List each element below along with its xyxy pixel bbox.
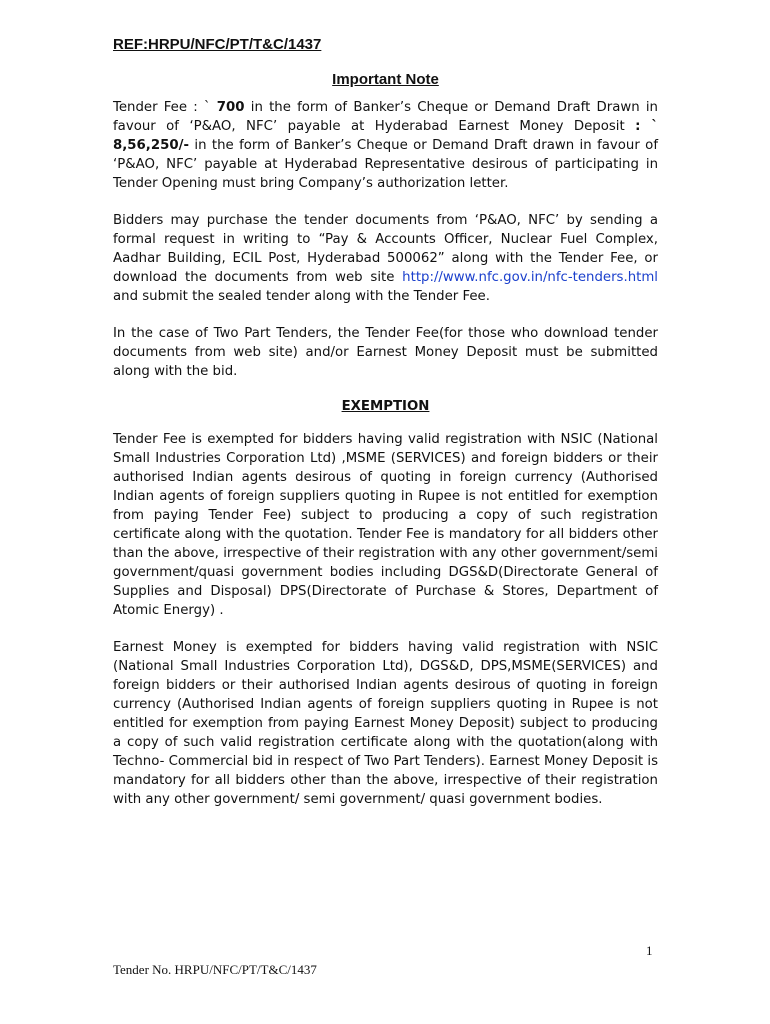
- text-segment: and submit the sealed tender along with the Tender Fee.: [113, 289, 490, 304]
- exemption-heading: EXEMPTION: [341, 399, 430, 414]
- footer-tender-number: Tender No. HRPU/NFC/PT/T&C/1437: [113, 962, 317, 977]
- reference-number: REF:HRPU/NFC/PT/T&C/1437: [113, 36, 322, 53]
- important-note-heading: Important Note: [332, 71, 439, 88]
- page-number: 1: [646, 943, 653, 958]
- tender-fee-paragraph: [113, 98, 658, 193]
- earnest-money-exemption-paragraph: Earnest Money is exempted for bidders having valid registration with NSIC (National Small Industries Corporation Ltd), DGS&D, DPS,MSME(SERVICES) and foreign bidders or their authorised Indian agents desirous of quoting in foreign currency (Authorised Indian agents of foreign suppliers quoting in Rupee is not entitled for exemption from paying Earnest Money Deposit) subject to producing a copy of such valid registration certificate along with the quotation(along with Techno- Commercial bid in respect of Two Part Tenders). Earnest Money Deposit is mandatory for all bidders other than the above, irrespective of their registration with any other government/ semi government/ quasi government bodies.: [113, 640, 658, 807]
- text-segment: in the form of Banker’s Cheque or Demand Draft drawn in favour of ‘P&AO, NFC’ payable at Hyderabad Representative desirous of participating in Tender Opening must bring Company’s authorization letter.: [113, 138, 658, 191]
- tender-fee-amount: 700: [216, 100, 245, 115]
- emd-amount: 8,56,250/-: [113, 138, 189, 153]
- emd-colon: : `: [635, 119, 658, 134]
- document-page: [113, 36, 658, 827]
- text-segment: Bidders may purchase the tender documents from ‘P&AO, NFC’ by sending a formal request in writing to “Pay & Accounts Officer, Nuclear Fuel Complex, Aadhar Building, ECIL Post, Hyderabad 500062” along with the Tender Fee, or download the documents from web site: [113, 213, 658, 285]
- purchase-documents-paragraph: [113, 211, 658, 306]
- two-part-tenders-paragraph: In the case of Two Part Tenders, the Tender Fee(for those who download tender documents from web site) and/or Earnest Money Deposit must be submitted along with the bid.: [113, 326, 658, 379]
- text-segment: in the form of Banker’s Cheque or Demand Draft Drawn in favour of ‘P&AO, NFC’ payable at Hyderabad Earnest Money Deposit: [113, 100, 658, 134]
- tender-fee-exemption-paragraph: Tender Fee is exempted for bidders having valid registration with NSIC (National Small Industries Corporation Ltd) ,MSME (SERVICES) and foreign bidders or their authorised Indian agents desirous of quoting in foreign currency (Authorised Indian agents of foreign suppliers quoting in Rupee is not entitled for exemption from paying Tender Fee) subject to producing a copy of such registration certificate along with the quotation. Tender Fee is mandatory for all bidders other than the above, irrespective of their registration with any other government/semi government/quasi government bodies including DGS&D(Directorate General of Supplies and Disposal) DPS(Directorate of Purchase & Stores, Department of Atomic Energy) .: [113, 432, 658, 618]
- tenders-website-link[interactable]: http://www.nfc.gov.in/nfc-tenders.html: [402, 270, 658, 285]
- text-segment: Tender Fee : `: [113, 100, 217, 115]
